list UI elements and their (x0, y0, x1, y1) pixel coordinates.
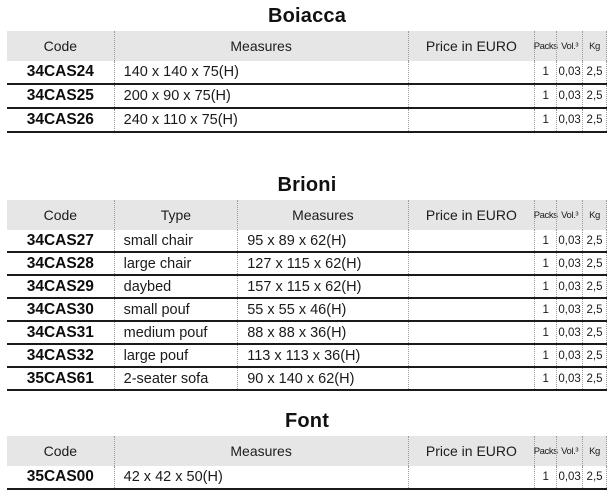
kg-cell: 2,5 (582, 230, 607, 251)
code-cell: 34CAS28 (26, 254, 94, 272)
measures-cell: 127 x 115 x 62(H) (237, 253, 407, 274)
table-row (7, 322, 607, 345)
price-table-brioni (7, 173, 607, 391)
price-table-font (7, 409, 607, 490)
table-title-brioni: Brioni (277, 174, 337, 196)
kg-cell: 2,5 (582, 322, 607, 343)
price-cell (408, 276, 535, 297)
table-row (7, 253, 607, 276)
packs-cell: 1 (534, 345, 556, 366)
column-header-vol: Vol.³ (556, 200, 582, 230)
vol-cell: 0,03 (556, 368, 582, 389)
kg-cell: 2,5 (582, 109, 607, 131)
packs-cell: 1 (534, 466, 556, 488)
packs-cell: 1 (534, 253, 556, 274)
table-row (7, 109, 607, 133)
measures-cell: 240 x 110 x 75(H) (114, 109, 408, 131)
code-cell: 34CAS25 (26, 87, 94, 104)
table-row (7, 368, 607, 391)
packs-cell: 1 (534, 85, 556, 107)
type-cell: large chair (114, 253, 238, 274)
kg-cell: 2,5 (582, 253, 607, 274)
measures-cell: 113 x 113 x 36(H) (237, 345, 407, 366)
column-header-measures: Measures (114, 31, 408, 61)
vol-cell: 0,03 (556, 466, 582, 488)
column-header-type: Type (114, 200, 238, 230)
column-header-price: Price in EURO (408, 436, 535, 466)
column-header-code: Code (43, 38, 78, 54)
code-cell: 34CAS30 (26, 300, 94, 318)
type-cell: small chair (114, 230, 238, 251)
price-cell (408, 299, 535, 320)
kg-cell: 2,5 (582, 345, 607, 366)
measures-cell: 90 x 140 x 62(H) (237, 368, 407, 389)
column-header-vol: Vol.³ (556, 436, 582, 466)
packs-cell: 1 (534, 230, 556, 251)
column-header-measures: Measures (114, 436, 408, 466)
vol-cell: 0,03 (556, 85, 582, 107)
measures-cell: 88 x 88 x 36(H) (237, 322, 407, 343)
measures-cell: 157 x 115 x 62(H) (237, 276, 407, 297)
column-header-price: Price in EURO (408, 31, 535, 61)
column-header-packs: Packs (534, 31, 556, 61)
price-cell (408, 109, 535, 131)
column-header-packs: Packs (534, 200, 556, 230)
column-header-kg: Kg (582, 31, 607, 61)
price-cell (408, 466, 535, 488)
measures-cell: 42 x 42 x 50(H) (114, 466, 408, 488)
table-header-row (7, 200, 607, 230)
table-row (7, 61, 607, 85)
type-cell: small pouf (114, 299, 238, 320)
column-header-packs: Packs (534, 436, 556, 466)
column-header-kg: Kg (582, 436, 607, 466)
table-row (7, 230, 607, 253)
column-header-price: Price in EURO (408, 200, 535, 230)
table-row (7, 276, 607, 299)
code-cell: 34CAS26 (26, 111, 94, 128)
table-title-font: Font (284, 410, 330, 432)
price-cell (408, 322, 535, 343)
packs-cell: 1 (534, 322, 556, 343)
type-cell: medium pouf (114, 322, 238, 343)
type-cell: daybed (114, 276, 238, 297)
price-table-boiacca (7, 4, 607, 133)
price-cell (408, 85, 535, 107)
table-row (7, 85, 607, 109)
table-row (7, 345, 607, 368)
code-cell: 34CAS27 (26, 231, 94, 249)
type-cell: 2-seater sofa (114, 368, 238, 389)
kg-cell: 2,5 (582, 276, 607, 297)
vol-cell: 0,03 (556, 322, 582, 343)
column-header-code: Code (43, 207, 78, 223)
kg-cell: 2,5 (582, 85, 607, 107)
vol-cell: 0,03 (556, 109, 582, 131)
price-cell (408, 230, 535, 251)
vol-cell: 0,03 (556, 299, 582, 320)
packs-cell: 1 (534, 61, 556, 83)
code-cell: 34CAS31 (26, 323, 94, 341)
column-header-code: Code (43, 443, 78, 459)
measures-cell: 55 x 55 x 46(H) (237, 299, 407, 320)
code-cell: 35CAS61 (26, 369, 94, 387)
table-row (7, 466, 607, 490)
vol-cell: 0,03 (556, 230, 582, 251)
column-header-kg: Kg (582, 200, 607, 230)
code-cell: 34CAS24 (26, 63, 94, 80)
code-cell: 35CAS00 (26, 468, 94, 485)
type-cell: large pouf (114, 345, 238, 366)
table-header-row (7, 31, 607, 61)
price-cell (408, 61, 535, 83)
code-cell: 34CAS29 (26, 277, 94, 295)
table-header-row (7, 436, 607, 466)
kg-cell: 2,5 (582, 61, 607, 83)
measures-cell: 95 x 89 x 62(H) (237, 230, 407, 251)
vol-cell: 0,03 (556, 61, 582, 83)
price-cell (408, 368, 535, 389)
price-cell (408, 253, 535, 274)
measures-cell: 140 x 140 x 75(H) (114, 61, 408, 83)
packs-cell: 1 (534, 368, 556, 389)
packs-cell: 1 (534, 109, 556, 131)
price-cell (408, 345, 535, 366)
kg-cell: 2,5 (582, 466, 607, 488)
packs-cell: 1 (534, 299, 556, 320)
kg-cell: 2,5 (582, 299, 607, 320)
vol-cell: 0,03 (556, 276, 582, 297)
vol-cell: 0,03 (556, 253, 582, 274)
kg-cell: 2,5 (582, 368, 607, 389)
table-row (7, 299, 607, 322)
code-cell: 34CAS32 (26, 346, 94, 364)
table-title-boiacca: Boiacca (267, 5, 347, 27)
vol-cell: 0,03 (556, 345, 582, 366)
packs-cell: 1 (534, 276, 556, 297)
column-header-vol: Vol.³ (556, 31, 582, 61)
column-header-measures: Measures (237, 200, 407, 230)
measures-cell: 200 x 90 x 75(H) (114, 85, 408, 107)
